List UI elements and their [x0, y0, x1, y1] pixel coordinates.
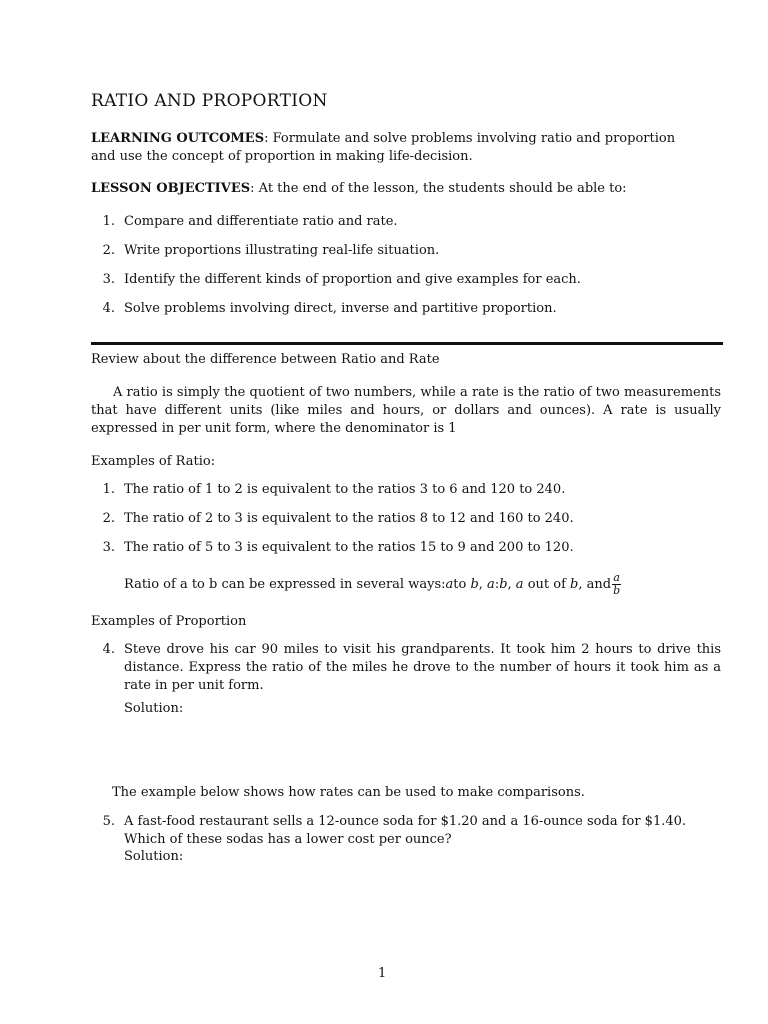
fraction-a-over-b — [612, 572, 621, 597]
ways-sep: , — [507, 577, 516, 592]
objective-item — [91, 300, 721, 318]
section-divider — [91, 342, 723, 345]
ratio-example — [91, 481, 721, 499]
learning-outcomes — [91, 130, 691, 166]
examples-proportion-heading: Examples of Proportion — [91, 614, 247, 629]
var-b: b — [570, 577, 579, 592]
proportion-example-num: 5. — [102, 814, 115, 829]
ratio-example-num: 1. — [102, 482, 115, 497]
fraction-numerator: a — [613, 571, 620, 584]
learning-outcomes-text: : Formulate and solve problems involving ratio and proportion and use the concept of proportion in making life-decision. — [91, 131, 676, 164]
examples-ratio-heading: Examples of Ratio: — [91, 454, 216, 469]
proportion-example — [91, 813, 721, 851]
proportion-example — [91, 641, 721, 697]
ratio-example-num: 3. — [102, 540, 115, 555]
objective-num: 3. — [102, 272, 115, 287]
var-b: b — [499, 577, 508, 592]
learning-outcomes-label: LEARNING OUTCOMES — [91, 131, 265, 146]
lesson-objectives — [91, 180, 721, 198]
ratio-example-text: The ratio of 2 to 3 is equivalent to the ratios 8 to 12 and 160 to 240. — [124, 511, 574, 526]
var-a: a — [445, 577, 454, 592]
ways-out-of: out of — [523, 577, 571, 592]
objective-item — [91, 213, 721, 231]
comparison-intro: The example below shows how rates can be used to make comparisons. — [112, 785, 585, 800]
proportion-example-text: A fast-food restaurant sells a 12-ounce soda for $1.20 and a 16-ounce soda for $1.40. Which of these sodas has a lower cost per ounce? — [124, 814, 687, 847]
ways-prefix: Ratio of a to b can be expressed in several ways: — [124, 577, 446, 592]
page-number: 1 — [378, 966, 387, 981]
objective-text: Identify the different kinds of proportion and give examples for each. — [124, 272, 581, 287]
ways-to: to — [453, 577, 471, 592]
objective-item — [91, 271, 721, 289]
proportion-example-text: Steve drove his car 90 miles to visit his grandparents. It took him 2 hours to drive this distance. Express the ratio of the miles he drove to the number of hours it took him as a rate in per unit form. — [124, 642, 721, 693]
solution-label: Solution: — [124, 849, 184, 864]
page-title: RATIO AND PROPORTION — [91, 91, 328, 111]
objective-item — [91, 242, 721, 260]
var-b: b — [470, 577, 479, 592]
objective-num: 2. — [102, 243, 115, 258]
fraction-denominator: b — [613, 584, 621, 597]
ratio-example — [91, 539, 721, 557]
var-a: a — [487, 577, 495, 592]
review-heading: Review about the difference between Ratio and Rate — [91, 352, 440, 367]
ratio-example — [91, 510, 721, 528]
objective-num: 4. — [102, 301, 115, 316]
ratio-example-num: 2. — [102, 511, 115, 526]
ratio-example-text: The ratio of 1 to 2 is equivalent to the ratios 3 to 6 and 120 to 240. — [124, 482, 566, 497]
lesson-objectives-text: : At the end of the lesson, the students should be able to: — [250, 181, 627, 196]
solution-label: Solution: — [124, 701, 184, 716]
ways-sep: , — [478, 577, 488, 592]
var-a: a — [515, 577, 524, 592]
lesson-objectives-label: LESSON OBJECTIVES — [91, 181, 251, 196]
ways-colon: : — [494, 577, 500, 592]
ratio-expression-ways — [124, 572, 621, 597]
objective-num: 1. — [102, 214, 115, 229]
ratio-example-text: The ratio of 5 to 3 is equivalent to the ratios 15 to 9 and 200 to 120. — [124, 540, 574, 555]
objective-text: Solve problems involving direct, inverse and partitive proportion. — [124, 301, 557, 316]
ways-and: , and — [578, 577, 612, 592]
objective-text: Compare and differentiate ratio and rate. — [124, 214, 398, 229]
proportion-example-num: 4. — [102, 642, 115, 657]
ratio-paragraph: A ratio is simply the quotient of two numbers, while a rate is the ratio of two measurements that have different units (like miles and hours, or dollars and ounces). A rate is usually expressed in per unit form, where the denominator is 1 — [91, 385, 721, 436]
objective-text: Write proportions illustrating real-life situation. — [124, 243, 440, 258]
